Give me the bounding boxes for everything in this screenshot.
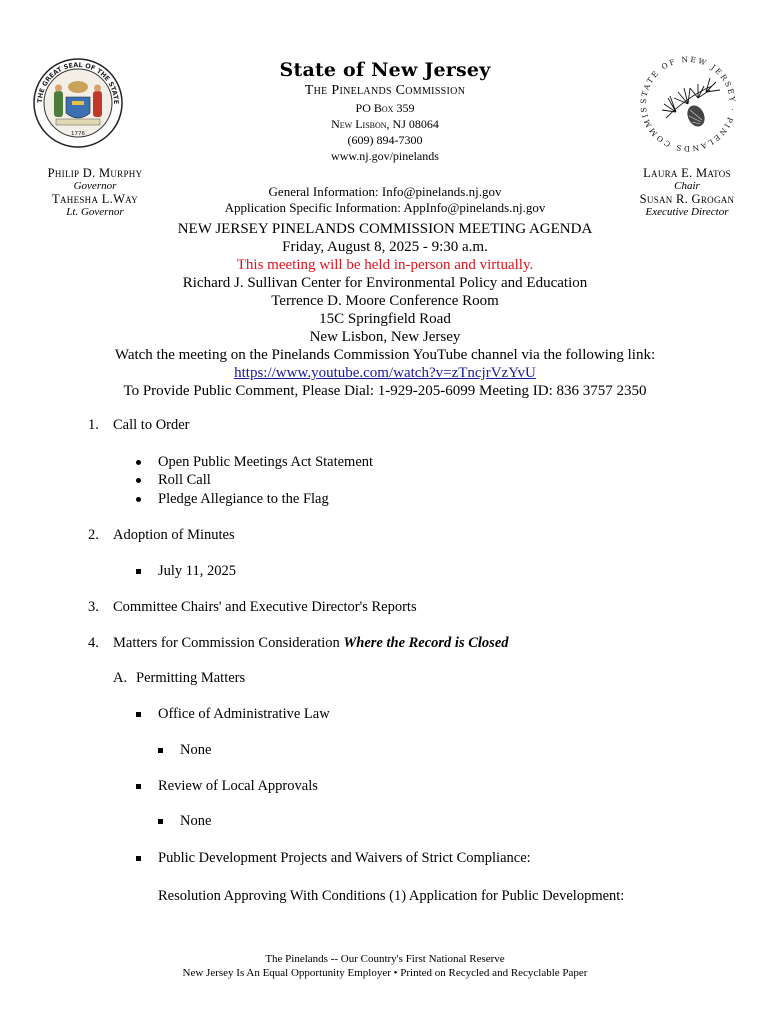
svg-text:1776: 1776 <box>71 131 85 137</box>
agenda-item-2 <box>88 527 235 544</box>
pinelands-commission-seal <box>636 52 740 156</box>
item-title: Adoption of Minutes <box>113 527 235 543</box>
nj-state-seal <box>32 57 124 149</box>
watch-instructions: Watch the meeting on the Pinelands Commission YouTube channel via the following link: <box>114 347 656 363</box>
executive-director-name: Susan R. Grogan <box>639 192 735 206</box>
bullet-icon <box>136 478 141 483</box>
street-address: 15C Springfield Road <box>319 311 451 327</box>
meeting-date: Friday, August 8, 2025 - 9:30 a.m. <box>282 239 488 255</box>
meeting-notice: This meeting will be held in-person and virtually. <box>236 257 534 273</box>
town-name: New Lisbon, New Jersey <box>309 329 461 345</box>
phone: (609) 894-7300 <box>347 133 423 147</box>
square-bullet-icon <box>136 856 141 861</box>
agenda-item-3 <box>88 599 417 616</box>
application-info: Application Specific Information: AppInfo@pinelands.nj.gov <box>224 200 546 215</box>
item-title: Committee Chairs' and Executive Director's Reports <box>113 599 417 615</box>
footer-equal-opportunity: New Jersey Is An Equal Opportunity Employer • Printed on Recycled and Recyclable Paper <box>182 967 588 979</box>
venue-name: Richard J. Sullivan Center for Environmental Policy and Education <box>182 275 588 291</box>
agenda-item-1 <box>88 417 190 434</box>
governor-role: Governor <box>73 180 117 192</box>
item-number: 1. <box>88 417 99 433</box>
governor-name: Philip D. Murphy <box>47 166 143 180</box>
square-bullet-icon <box>136 569 141 574</box>
general-info: General Information: Info@pinelands.nj.gov <box>268 184 502 199</box>
item-number: 3. <box>88 599 99 615</box>
svg-text:STATE OF NEW JERSEY · PINELAND: STATE OF NEW JERSEY · PINELANDS COMMIS <box>638 54 738 154</box>
square-bullet-icon <box>158 819 163 824</box>
svg-text:THE GREAT SEAL OF THE STATE OF: THE GREAT SEAL OF THE STATE <box>35 60 121 105</box>
executive-director-role: Executive Director <box>645 206 729 218</box>
subsection-title: Permitting Matters <box>136 670 246 686</box>
bullet-icon <box>136 497 141 502</box>
square-bullet-icon <box>136 712 141 717</box>
po-box: PO Box 359 <box>355 101 415 115</box>
item-title: Matters for Commission Consideration <box>113 635 344 651</box>
square-bullet-icon <box>136 784 141 789</box>
item-number: 4. <box>88 635 99 651</box>
lt-governor-role: Lt. Governor <box>66 206 124 218</box>
lt-governor-name: Tahesha L.Way <box>52 192 138 206</box>
youtube-link[interactable]: https://www.youtube.com/watch?v=zTncjrVzYvU <box>234 365 536 381</box>
resolution-paragraph: Resolution Approving With Conditions (1) Application for Public Development: <box>158 888 625 904</box>
room-name: Terrence D. Moore Conference Room <box>271 293 499 309</box>
item-title: Call to Order <box>113 417 190 433</box>
bullet-icon <box>136 460 141 465</box>
footer-tagline: The Pinelands -- Our Country's First National Reserve <box>265 953 505 965</box>
subsection-a <box>113 670 246 687</box>
chair-role: Chair <box>674 180 700 192</box>
chair-name: Laura E. Matos <box>643 166 731 180</box>
city-address: New Lisbon, NJ 08064 <box>331 117 439 131</box>
agenda-item-4 <box>88 635 509 652</box>
subsection-letter: A. <box>113 670 128 686</box>
agenda-title: NEW JERSEY PINELANDS COMMISSION MEETING AGENDA <box>177 221 593 237</box>
state-title: State of New Jersey <box>279 59 491 81</box>
website: www.nj.gov/pinelands <box>331 149 439 163</box>
square-bullet-icon <box>158 748 163 753</box>
item-emphasis: Where the Record is Closed <box>343 635 509 651</box>
public-comment-info: To Provide Public Comment, Please Dial: 1-929-205-6099 Meeting ID: 836 3757 2350 <box>123 383 647 399</box>
commission-name: The Pinelands Commission <box>304 83 466 98</box>
item-number: 2. <box>88 527 99 543</box>
